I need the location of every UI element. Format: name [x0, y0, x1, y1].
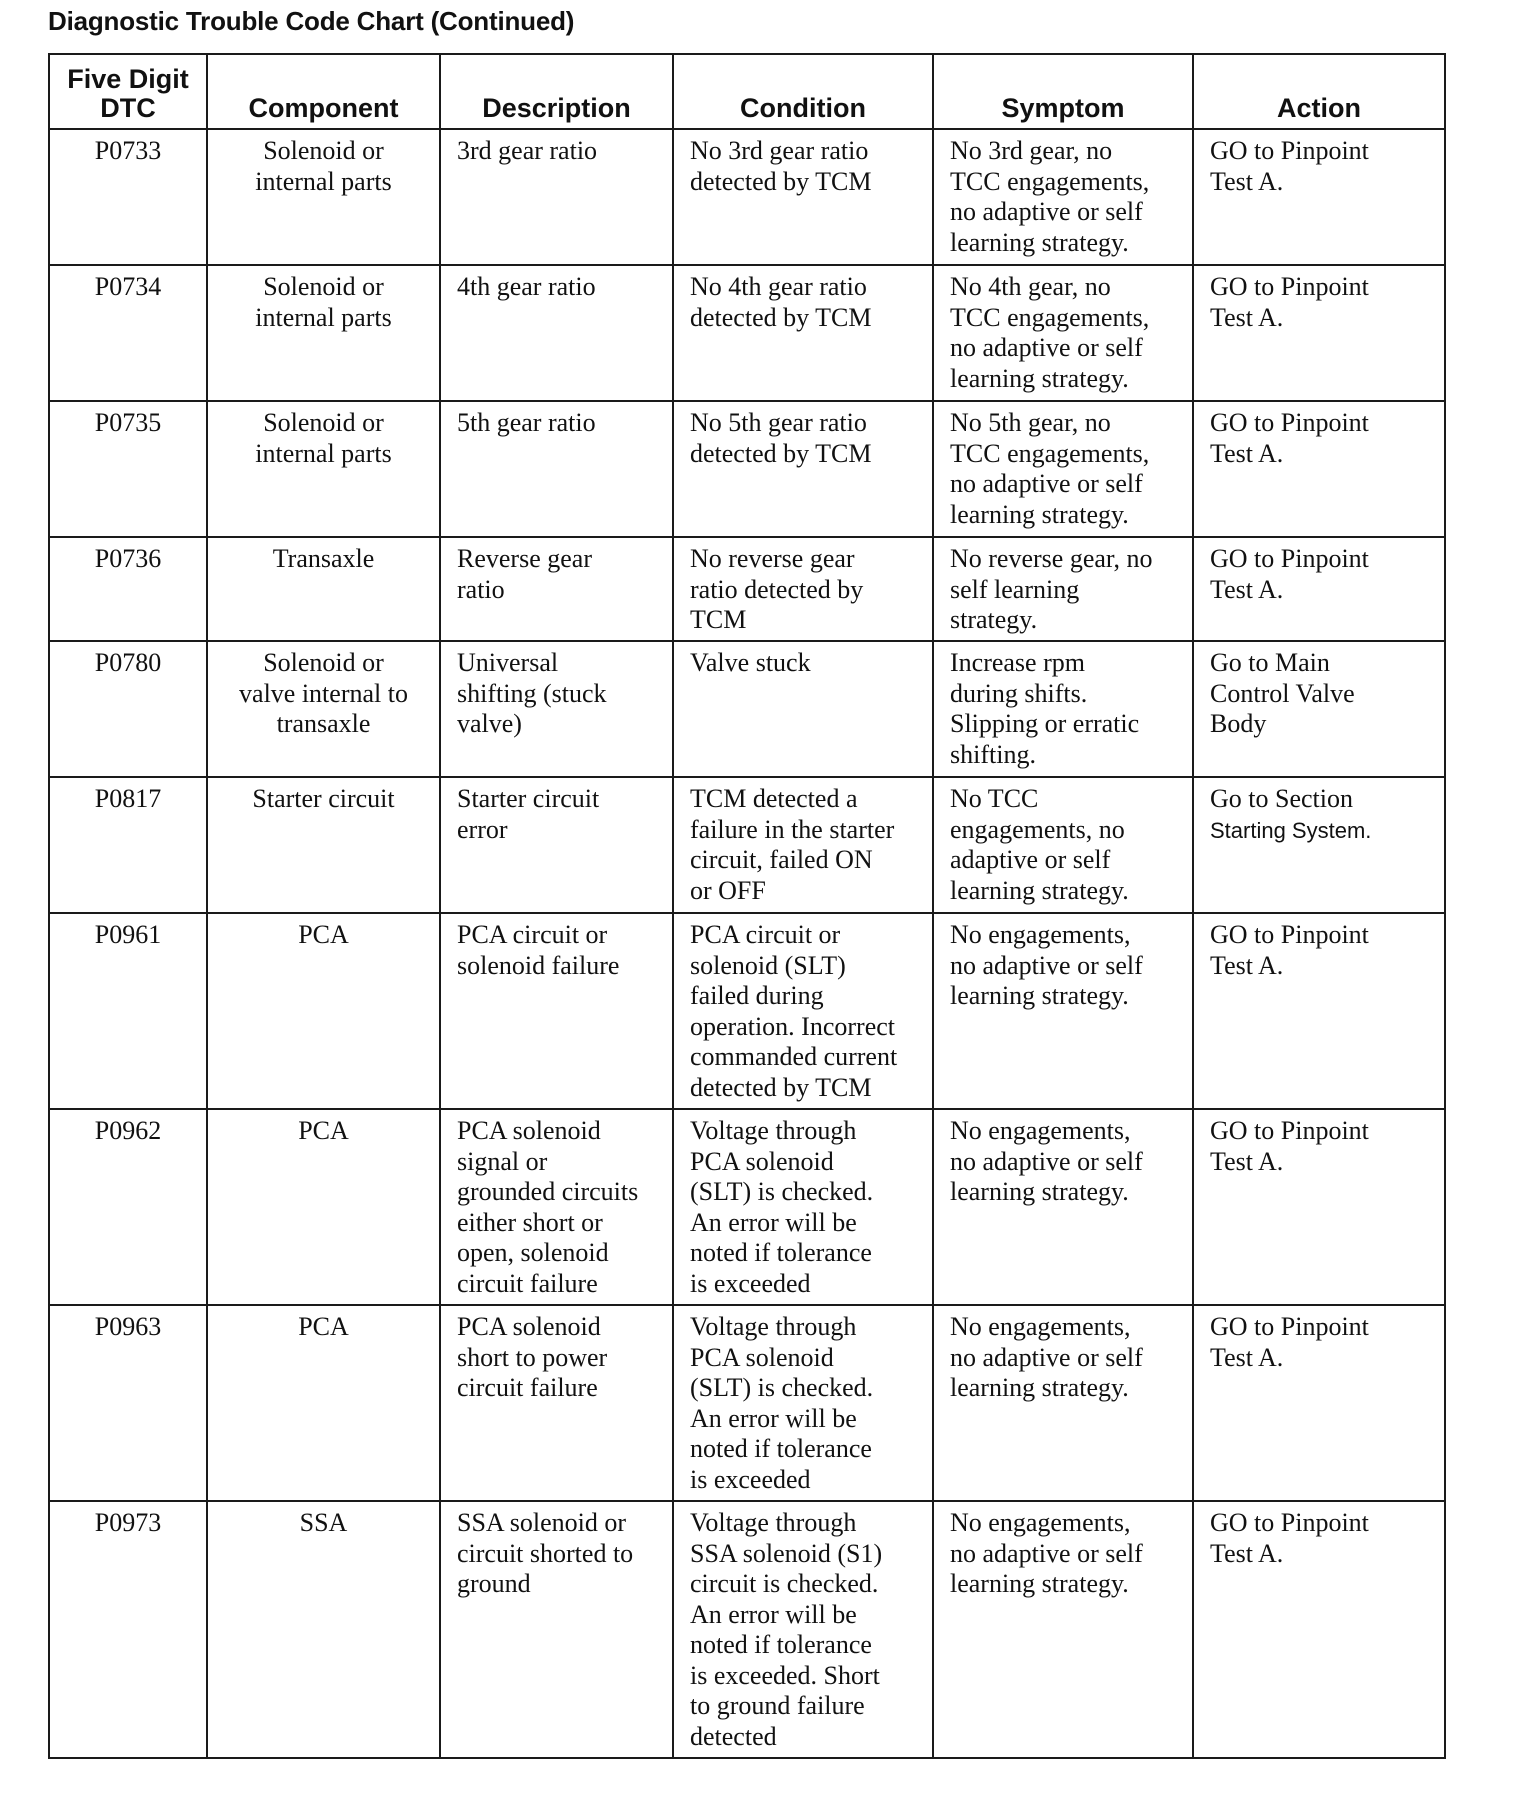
dtc-code: P0735 — [94, 408, 162, 437]
action-cell — [1193, 401, 1445, 537]
header-dtc-line2: DTC — [100, 93, 156, 123]
cell-line: circuit shorted to — [457, 1538, 634, 1568]
dtc-code-cell — [49, 537, 207, 641]
cell-line: Test A. — [1210, 1146, 1284, 1176]
cell-line: no adaptive or self — [950, 1538, 1143, 1568]
condition-cell — [673, 913, 933, 1109]
cell-line: open, solenoid — [457, 1238, 609, 1267]
cell-line: PCA — [298, 1116, 349, 1145]
condition-cell — [673, 1305, 933, 1501]
cell-line: Test A. — [1210, 574, 1284, 604]
cell-line: No 3rd gear ratio — [690, 136, 869, 165]
dtc-code-cell — [49, 401, 207, 537]
cell-line: self learning — [950, 574, 1080, 604]
cell-line: noted if tolerance — [690, 1434, 872, 1463]
cell-line: transaxle — [276, 709, 371, 738]
cell-line: TCC engagements, — [950, 438, 1150, 468]
cell-line: learning strategy. — [950, 1177, 1129, 1206]
component-cell — [207, 537, 440, 641]
cell-line: short to power — [457, 1342, 608, 1372]
condition-cell — [673, 401, 933, 537]
cell-line: Voltage through — [690, 1312, 857, 1341]
dtc-code: P0780 — [94, 648, 162, 677]
header-dtc-line1: Five Digit — [67, 64, 189, 94]
table-row — [49, 1109, 1445, 1305]
condition-cell — [673, 537, 933, 641]
header-condition: Condition — [673, 54, 933, 129]
cell-line: learning strategy. — [950, 875, 1129, 905]
cell-line: no adaptive or self — [950, 197, 1143, 226]
cell-line: Solenoid or — [263, 408, 384, 437]
cell-line: either short or — [457, 1207, 603, 1237]
page-title: Diagnostic Trouble Code Chart (Continued) — [48, 6, 575, 36]
cell-line: grounded circuits — [457, 1177, 639, 1206]
cell-line: TCC engagements, — [950, 166, 1150, 196]
cell-line: failed during — [690, 981, 824, 1010]
symptom-cell — [933, 129, 1193, 265]
cell-line: Go to Main — [1210, 648, 1330, 677]
table-row — [49, 777, 1445, 913]
symptom-cell — [933, 537, 1193, 641]
dtc-code-cell — [49, 1305, 207, 1501]
cell-line: GO to Pinpoint — [1210, 920, 1369, 949]
cell-line: An error will be — [690, 1403, 857, 1433]
cell-line: learning strategy. — [950, 1373, 1129, 1402]
header-description: Description — [440, 54, 673, 129]
cell-line: TCM detected a — [690, 784, 858, 813]
component-cell — [207, 1305, 440, 1501]
action-cell — [1193, 641, 1445, 777]
dtc-code: P0962 — [94, 1116, 162, 1145]
cell-line: detected by TCM — [690, 438, 872, 468]
symptom-cell — [933, 777, 1193, 913]
table-row — [49, 265, 1445, 401]
cell-line: No 3rd gear, no — [950, 136, 1113, 165]
cell-line: learning strategy. — [950, 1569, 1129, 1598]
cell-line: No engagements, — [950, 1116, 1131, 1145]
description-cell — [440, 777, 673, 913]
cell-line: internal parts — [255, 438, 392, 468]
cell-line: shifting. — [950, 739, 1036, 769]
cell-line: Test A. — [1210, 166, 1284, 196]
cell-line: internal parts — [255, 166, 392, 196]
header-row — [49, 54, 1445, 129]
header-symptom: Symptom — [933, 54, 1193, 129]
cell-line: circuit, failed ON — [690, 845, 873, 874]
cell-line: PCA — [298, 1312, 349, 1341]
cell-line: Universal — [457, 648, 559, 677]
cell-line: learning strategy. — [950, 499, 1129, 529]
description-cell — [440, 1501, 673, 1758]
cell-line: no adaptive or self — [950, 1146, 1143, 1176]
cell-line: An error will be — [690, 1207, 857, 1237]
cell-line: Test A. — [1210, 1538, 1284, 1568]
table-row — [49, 129, 1445, 265]
cell-line: internal parts — [255, 302, 392, 332]
cell-line: Test A. — [1210, 950, 1284, 980]
dtc-code-cell — [49, 777, 207, 913]
dtc-code: P0961 — [94, 920, 162, 949]
dtc-code: P0963 — [94, 1312, 162, 1341]
cell-line: An error will be — [690, 1599, 857, 1629]
cell-line: engagements, no — [950, 814, 1125, 844]
component-cell — [207, 641, 440, 777]
cell-line: is exceeded. Short — [690, 1660, 880, 1690]
cell-line: SSA solenoid (S1) — [690, 1538, 883, 1568]
header-component: Component — [207, 54, 440, 129]
action-cell — [1193, 1109, 1445, 1305]
component-cell — [207, 913, 440, 1109]
cell-line: Solenoid or — [263, 272, 384, 301]
cell-line: No engagements, — [950, 1312, 1131, 1341]
condition-cell — [673, 129, 933, 265]
condition-cell — [673, 265, 933, 401]
cell-line: GO to Pinpoint — [1210, 1312, 1369, 1341]
table-row — [49, 401, 1445, 537]
cell-line: PCA solenoid — [457, 1312, 601, 1341]
component-cell — [207, 129, 440, 265]
cell-line: no adaptive or self — [950, 333, 1143, 362]
cell-line: TCC engagements, — [950, 302, 1150, 332]
dtc-code-cell — [49, 641, 207, 777]
dtc-code-cell — [49, 913, 207, 1109]
cell-line: 3rd gear ratio — [457, 136, 598, 165]
table-row — [49, 537, 1445, 641]
action-cell — [1193, 1501, 1445, 1758]
cell-line: shifting (stuck — [457, 678, 607, 708]
cell-line: learning strategy. — [950, 981, 1129, 1010]
cell-line: Starting System. — [1210, 817, 1372, 843]
dtc-code-cell — [49, 1109, 207, 1305]
action-cell — [1193, 537, 1445, 641]
cell-line: No reverse gear, no — [950, 544, 1153, 573]
cell-line: learning strategy. — [950, 227, 1129, 257]
cell-line: Voltage through — [690, 1508, 857, 1537]
component-cell — [207, 1109, 440, 1305]
cell-line: ground — [457, 1569, 531, 1598]
cell-line: Control Valve — [1210, 678, 1355, 708]
cell-line: Voltage through — [690, 1116, 857, 1145]
condition-cell — [673, 641, 933, 777]
table-row — [49, 913, 1445, 1109]
cell-line: solenoid (SLT) — [690, 950, 846, 980]
cell-line: error — [457, 814, 508, 844]
cell-line: PCA — [298, 920, 349, 949]
cell-line: 4th gear ratio — [457, 272, 596, 301]
cell-line: no adaptive or self — [950, 950, 1143, 980]
header-five-digit-dtc — [49, 54, 207, 129]
description-cell — [440, 265, 673, 401]
condition-cell — [673, 1109, 933, 1305]
symptom-cell — [933, 1501, 1193, 1758]
cell-line: detected by TCM — [690, 166, 872, 196]
cell-line: is exceeded — [690, 1464, 811, 1494]
symptom-cell — [933, 1305, 1193, 1501]
cell-line: (SLT) is checked. — [690, 1177, 874, 1206]
condition-cell — [673, 777, 933, 913]
dtc-code: P0973 — [94, 1508, 162, 1537]
symptom-cell — [933, 265, 1193, 401]
component-cell — [207, 777, 440, 913]
dtc-table — [48, 53, 1446, 1759]
cell-line: PCA circuit or — [457, 920, 608, 949]
dtc-code: P0734 — [94, 272, 162, 301]
symptom-cell — [933, 641, 1193, 777]
cell-line: No 4th gear, no — [950, 272, 1111, 301]
cell-line: to ground failure — [690, 1691, 865, 1720]
description-cell — [440, 129, 673, 265]
cell-line: Go to Section — [1210, 784, 1353, 813]
cell-line: 5th gear ratio — [457, 408, 596, 437]
cell-line: No reverse gear — [690, 544, 855, 573]
cell-line: (SLT) is checked. — [690, 1373, 874, 1402]
cell-line: solenoid failure — [457, 950, 620, 980]
action-cell — [1193, 777, 1445, 913]
symptom-cell — [933, 401, 1193, 537]
dtc-code: P0817 — [94, 784, 162, 813]
cell-line: detected by TCM — [690, 302, 872, 332]
cell-line: circuit is checked. — [690, 1569, 879, 1598]
cell-line: Valve stuck — [690, 648, 811, 677]
cell-line: SSA — [299, 1508, 348, 1537]
dtc-code-cell — [49, 129, 207, 265]
cell-line: No engagements, — [950, 1508, 1131, 1537]
cell-line: PCA solenoid — [690, 1342, 834, 1372]
cell-line: valve internal to — [239, 678, 408, 708]
cell-line: signal or — [457, 1146, 548, 1176]
dtc-code: P0736 — [94, 544, 162, 573]
cell-line: Starter circuit — [457, 784, 600, 813]
description-cell — [440, 537, 673, 641]
cell-line: Increase rpm — [950, 648, 1085, 677]
cell-line: No TCC — [950, 784, 1039, 813]
dtc-code-cell — [49, 1501, 207, 1758]
symptom-cell — [933, 913, 1193, 1109]
cell-line: GO to Pinpoint — [1210, 544, 1369, 573]
cell-line: Slipping or erratic — [950, 709, 1140, 738]
dtc-code-cell — [49, 265, 207, 401]
cell-line: noted if tolerance — [690, 1238, 872, 1267]
cell-line: GO to Pinpoint — [1210, 272, 1369, 301]
cell-line: learning strategy. — [950, 363, 1129, 393]
description-cell — [440, 1109, 673, 1305]
cell-line: PCA solenoid — [690, 1146, 834, 1176]
cell-line: no adaptive or self — [950, 469, 1143, 498]
cell-line: Test A. — [1210, 302, 1284, 332]
cell-line: detected — [690, 1721, 777, 1751]
cell-line: Body — [1210, 709, 1267, 738]
cell-line: Solenoid or — [263, 648, 384, 677]
cell-line: ratio — [457, 574, 505, 604]
symptom-cell — [933, 1109, 1193, 1305]
cell-line: Transaxle — [272, 544, 375, 573]
cell-line: or OFF — [690, 875, 766, 905]
description-cell — [440, 1305, 673, 1501]
cell-line: failure in the starter — [690, 814, 895, 844]
description-cell — [440, 641, 673, 777]
description-cell — [440, 401, 673, 537]
cell-line: SSA solenoid or — [457, 1508, 627, 1537]
table-row — [49, 641, 1445, 777]
cell-line: is exceeded — [690, 1268, 811, 1298]
cell-line: Solenoid or — [263, 136, 384, 165]
cell-line: noted if tolerance — [690, 1630, 872, 1659]
cell-line: circuit failure — [457, 1373, 598, 1402]
action-cell — [1193, 913, 1445, 1109]
action-cell — [1193, 265, 1445, 401]
cell-line: no adaptive or self — [950, 1342, 1143, 1372]
cell-line: GO to Pinpoint — [1210, 1116, 1369, 1145]
condition-cell — [673, 1501, 933, 1758]
cell-line: operation. Incorrect — [690, 1011, 896, 1041]
header-action: Action — [1193, 54, 1445, 129]
action-cell — [1193, 1305, 1445, 1501]
cell-line: No 5th gear ratio — [690, 408, 867, 437]
cell-line: No 4th gear ratio — [690, 272, 867, 301]
cell-line: PCA circuit or — [690, 920, 841, 949]
cell-line: during shifts. — [950, 678, 1088, 708]
action-cell — [1193, 129, 1445, 265]
cell-line: TCM — [690, 605, 747, 634]
description-cell — [440, 913, 673, 1109]
cell-line: GO to Pinpoint — [1210, 136, 1369, 165]
dtc-code: P0733 — [94, 136, 162, 165]
table-row — [49, 1501, 1445, 1758]
cell-line: No engagements, — [950, 920, 1131, 949]
cell-line: GO to Pinpoint — [1210, 408, 1369, 437]
cell-line: Starter circuit — [252, 784, 395, 813]
cell-line: Test A. — [1210, 438, 1284, 468]
cell-line: PCA solenoid — [457, 1116, 601, 1145]
cell-line: Reverse gear — [457, 544, 592, 573]
cell-line: commanded current — [690, 1042, 898, 1071]
cell-line: circuit failure — [457, 1268, 598, 1298]
component-cell — [207, 265, 440, 401]
cell-line: valve) — [457, 709, 522, 738]
component-cell — [207, 401, 440, 537]
cell-line: adaptive or self — [950, 845, 1111, 874]
cell-line: detected by TCM — [690, 1072, 872, 1102]
cell-line: ratio detected by — [690, 574, 864, 604]
cell-line: GO to Pinpoint — [1210, 1508, 1369, 1537]
cell-line: No 5th gear, no — [950, 408, 1111, 437]
cell-line: strategy. — [950, 605, 1038, 634]
component-cell — [207, 1501, 440, 1758]
cell-line: Test A. — [1210, 1342, 1284, 1372]
table-body — [49, 129, 1445, 1758]
table-row — [49, 1305, 1445, 1501]
